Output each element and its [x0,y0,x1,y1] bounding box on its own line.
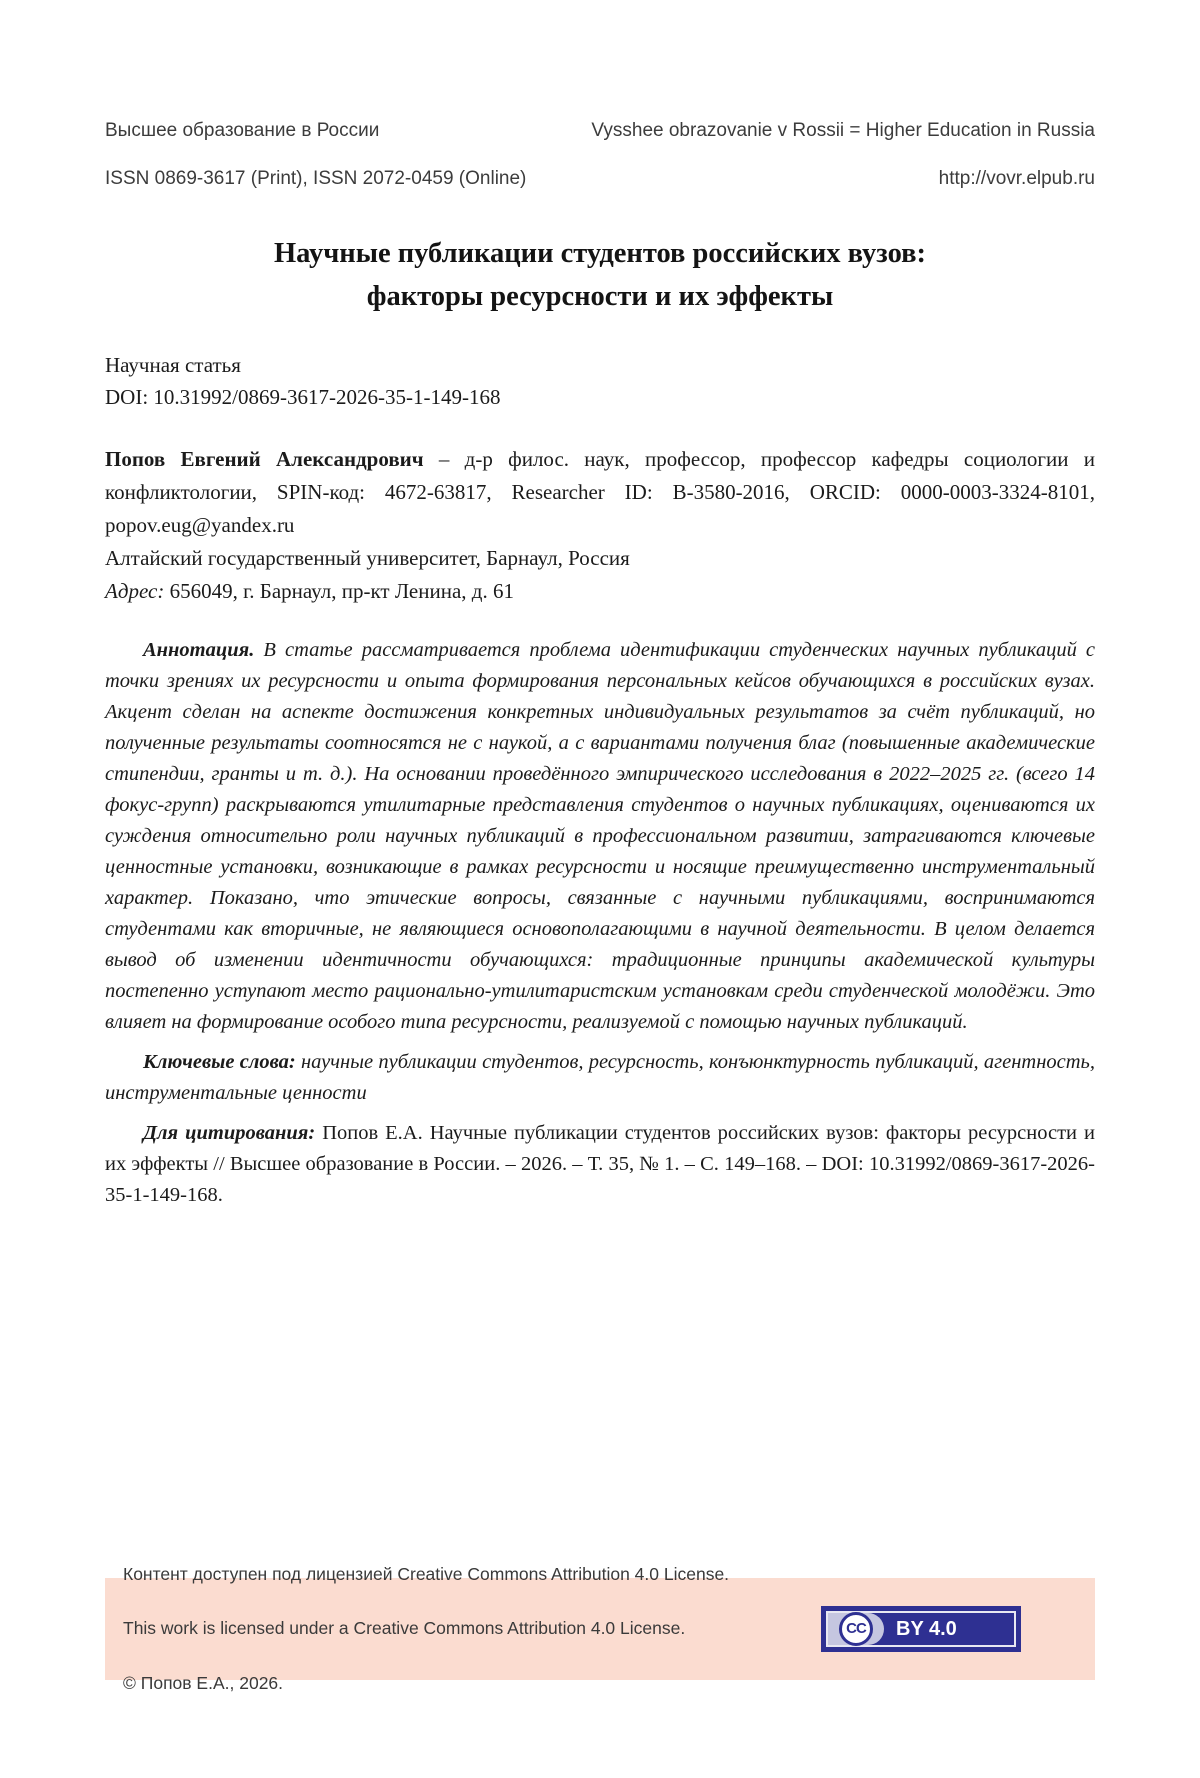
author-affiliation: Алтайский государственный университет, Барнаул, Россия [105,545,630,570]
author-email-link[interactable]: popov.eug@yandex.ru [105,512,295,537]
citation-label: Для цитирования: [143,1122,316,1145]
journal-name-ru: Высшее образование в России [105,120,380,141]
article-meta [105,349,1095,414]
cc-by-badge[interactable] [821,1606,1021,1652]
article-doi: DOI: 10.31992/0869-3617-2026-35-1-149-168 [105,385,501,410]
article-title-line1: Научные публикации студентов российских вузов: [274,238,926,269]
keywords-paragraph [105,1047,1095,1109]
document-page [0,120,1200,1211]
license-box [105,1564,1095,1693]
copyright-line: © Попов Е.А., 2026. [123,1672,284,1693]
author-block [105,443,1095,608]
citation-paragraph [105,1118,1095,1211]
cc-logo-area [828,1613,884,1645]
article-type: Научная статья [105,352,241,377]
keywords-label: Ключевые слова: [143,1051,296,1074]
cc-by-label-area [884,1613,1014,1645]
license-line-ru: Контент доступен под лицензией Creative Commons Attribution 4.0 License. [123,1564,730,1585]
abstract-paragraph [105,635,1095,1039]
article-title [105,232,1095,319]
abstract-text: В статье рассматривается проблема идентификации студенческих научных публикаций с точки зрениях их ресурсности и опыта формирования персональных кейсов обучающихся в российских вузах. Акцент сделан на аспекте достижения конкретных индивидуальных результатов за счёт публикаций, но полученные результаты соотносятся не с наукой, а с вариантами получения благ (повышенные академические стипендии, гранты и т. д.). На основании проведённого эмпирического исследования в 2022–2025 гг. (всего 14 фокус-групп) раскрываются утилитарные представления студентов о научных публикациях, оцениваются их суждения относительно роли научных публикаций в профессиональном развитии, затрагиваются ключевые ценностные установки, возникающие в рамках ресурсности и носящие преимущественно инструментальный характер. Показано, что этические вопросы, связанные с научными публикациями, воспринимаются студентами как вторичные, не являющиеся основополагающими в научной деятельности. В целом делается вывод об изменении идентичности обучающихся: традиционные принципы академической культуры постепенно уступают место рационально-утилитаристским установкам среди студенческой молодёжи. Это влияет на формирование особого типа ресурсности, реализуемой с помощью научных публикаций. [105,638,1095,1034]
abstract-label: Аннотация. [143,638,255,661]
article-title-line2: факторы ресурсности и их эффекты [366,281,834,313]
journal-name-en: Vysshee obrazovanie v Rossii = Higher Education in Russia [591,120,1095,141]
cc-logo-letters: CC [846,1620,866,1638]
cc-by-label: BY 4.0 [896,1617,957,1640]
journal-header [105,120,1095,190]
keywords-text: научные публикации студентов, ресурсность, конъюнктурность публикаций, агентность, инструментальные ценности [105,1051,1095,1105]
address-label: Адрес: [105,578,165,603]
address-value: 656049, г. Барнаул, пр-кт Ленина, д. 61 [164,578,514,603]
cc-logo-icon [839,1612,873,1646]
author-details: – д-р филос. наук, профессор, профессор кафедры социологии и конфликтологии, SPIN-код: 4672-63817, Researcher ID: B-3580-2016, ORCID: 0000-0003-3324-8101, [105,446,1095,504]
citation-text: Попов Е.А. Научные публикации студентов российских вузов: факторы ресурсности и их эффекты // Высшее образование в России. – 2026. – Т. 35, № 1. – С. 149–168. – DOI: 10.31992/0869-3617-2026-35-1-149-168. [105,1122,1096,1207]
journal-url-link[interactable]: http://vovr.elpub.ru [938,168,1095,189]
author-address [105,575,1095,608]
author-info [105,443,1095,542]
author-name: Попов Евгений Александрович [105,446,424,471]
cc-badge-inner [826,1611,1016,1647]
license-line-en: This work is licensed under a Creative Commons Attribution 4.0 License. [123,1618,686,1639]
issn-line: ISSN 0869-3617 (Print), ISSN 2072-0459 (Online) [105,168,527,189]
license-text [123,1534,729,1724]
